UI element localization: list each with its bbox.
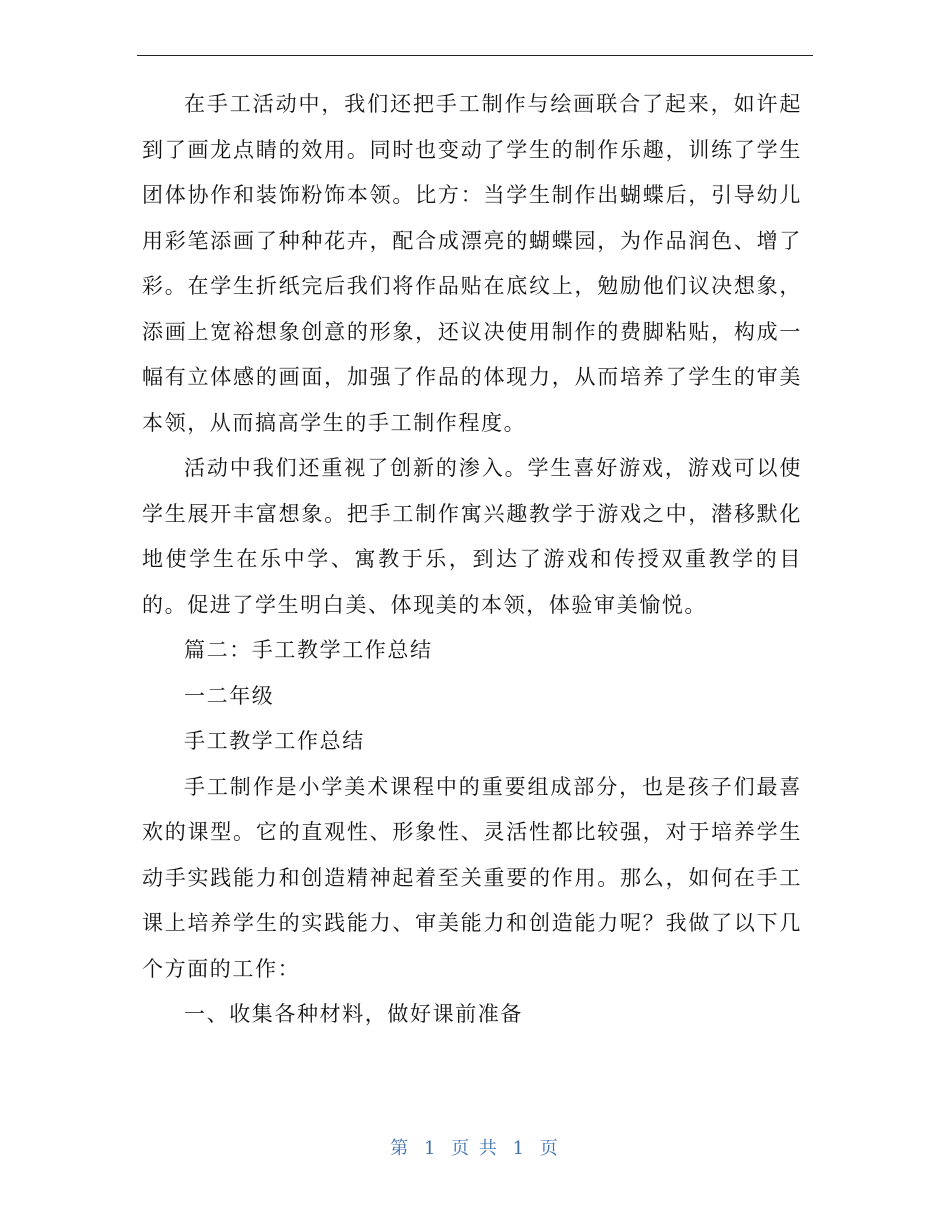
paragraph-innovation-games: 活动中我们还重视了创新的渗入。学生喜好游戏，游戏可以使学生展开丰富想象。把手工制作寓兴趣教学于游戏之中，潜移默化地使学生在乐中学、寓教于乐，到达了游戏和传授双重教学的目的。促进了学生明白美、体现美的本领，体验审美愉悦。 [142, 456, 802, 617]
footer-prefix: 第 [390, 1138, 411, 1159]
footer-middle: 页 共 [451, 1138, 499, 1159]
footer-suffix: 页 [539, 1138, 560, 1159]
list-item-collect-materials: 一、收集各种材料，做好课前准备 [184, 1002, 523, 1026]
header-rule [137, 55, 813, 56]
section-heading-part-two: 篇二：手工教学工作总结 [184, 638, 433, 662]
grade-label: 一二年级 [184, 683, 275, 708]
footer-page-number: 1 [423, 1138, 438, 1159]
page-footer [0, 1134, 950, 1160]
footer-total-pages: 1 [512, 1138, 527, 1159]
paragraph-handcraft-drawing: 在手工活动中，我们还把手工制作与绘画联合了起来，如许起到了画龙点睛的效用。同时也变动了学生的制作乐趣，训练了学生团体协作和装饰粉饰本领。比方：当学生制作出蝴蝶后，引导幼儿用彩笔添画了种种花卉，配合成漂亮的蝴蝶园，为作品润色、增了彩。在学生折纸完后我们将作品贴在底纹上，勉励他们议决想象，添画上宽裕想象创意的形象，还议决使用制作的费脚粘贴，构成一幅有立体感的画面，加强了作品的体现力，从而培养了学生的审美本领，从而搞高学生的手工制作程度。 [142, 92, 802, 435]
subtitle-work-summary: 手工教学工作总结 [184, 729, 365, 753]
document-body [142, 82, 802, 1038]
paragraph-handcraft-intro: 手工制作是小学美术课程中的重要组成部分，也是孩子们最喜欢的课型。它的直观性、形象性、灵活性都比较强，对于培养学生动手实践能力和创造精神起着至关重要的作用。那么，如何在手工课上培养学生的实践能力、审美能力和创造能力呢？我做了以下几个方面的工作： [142, 774, 802, 981]
